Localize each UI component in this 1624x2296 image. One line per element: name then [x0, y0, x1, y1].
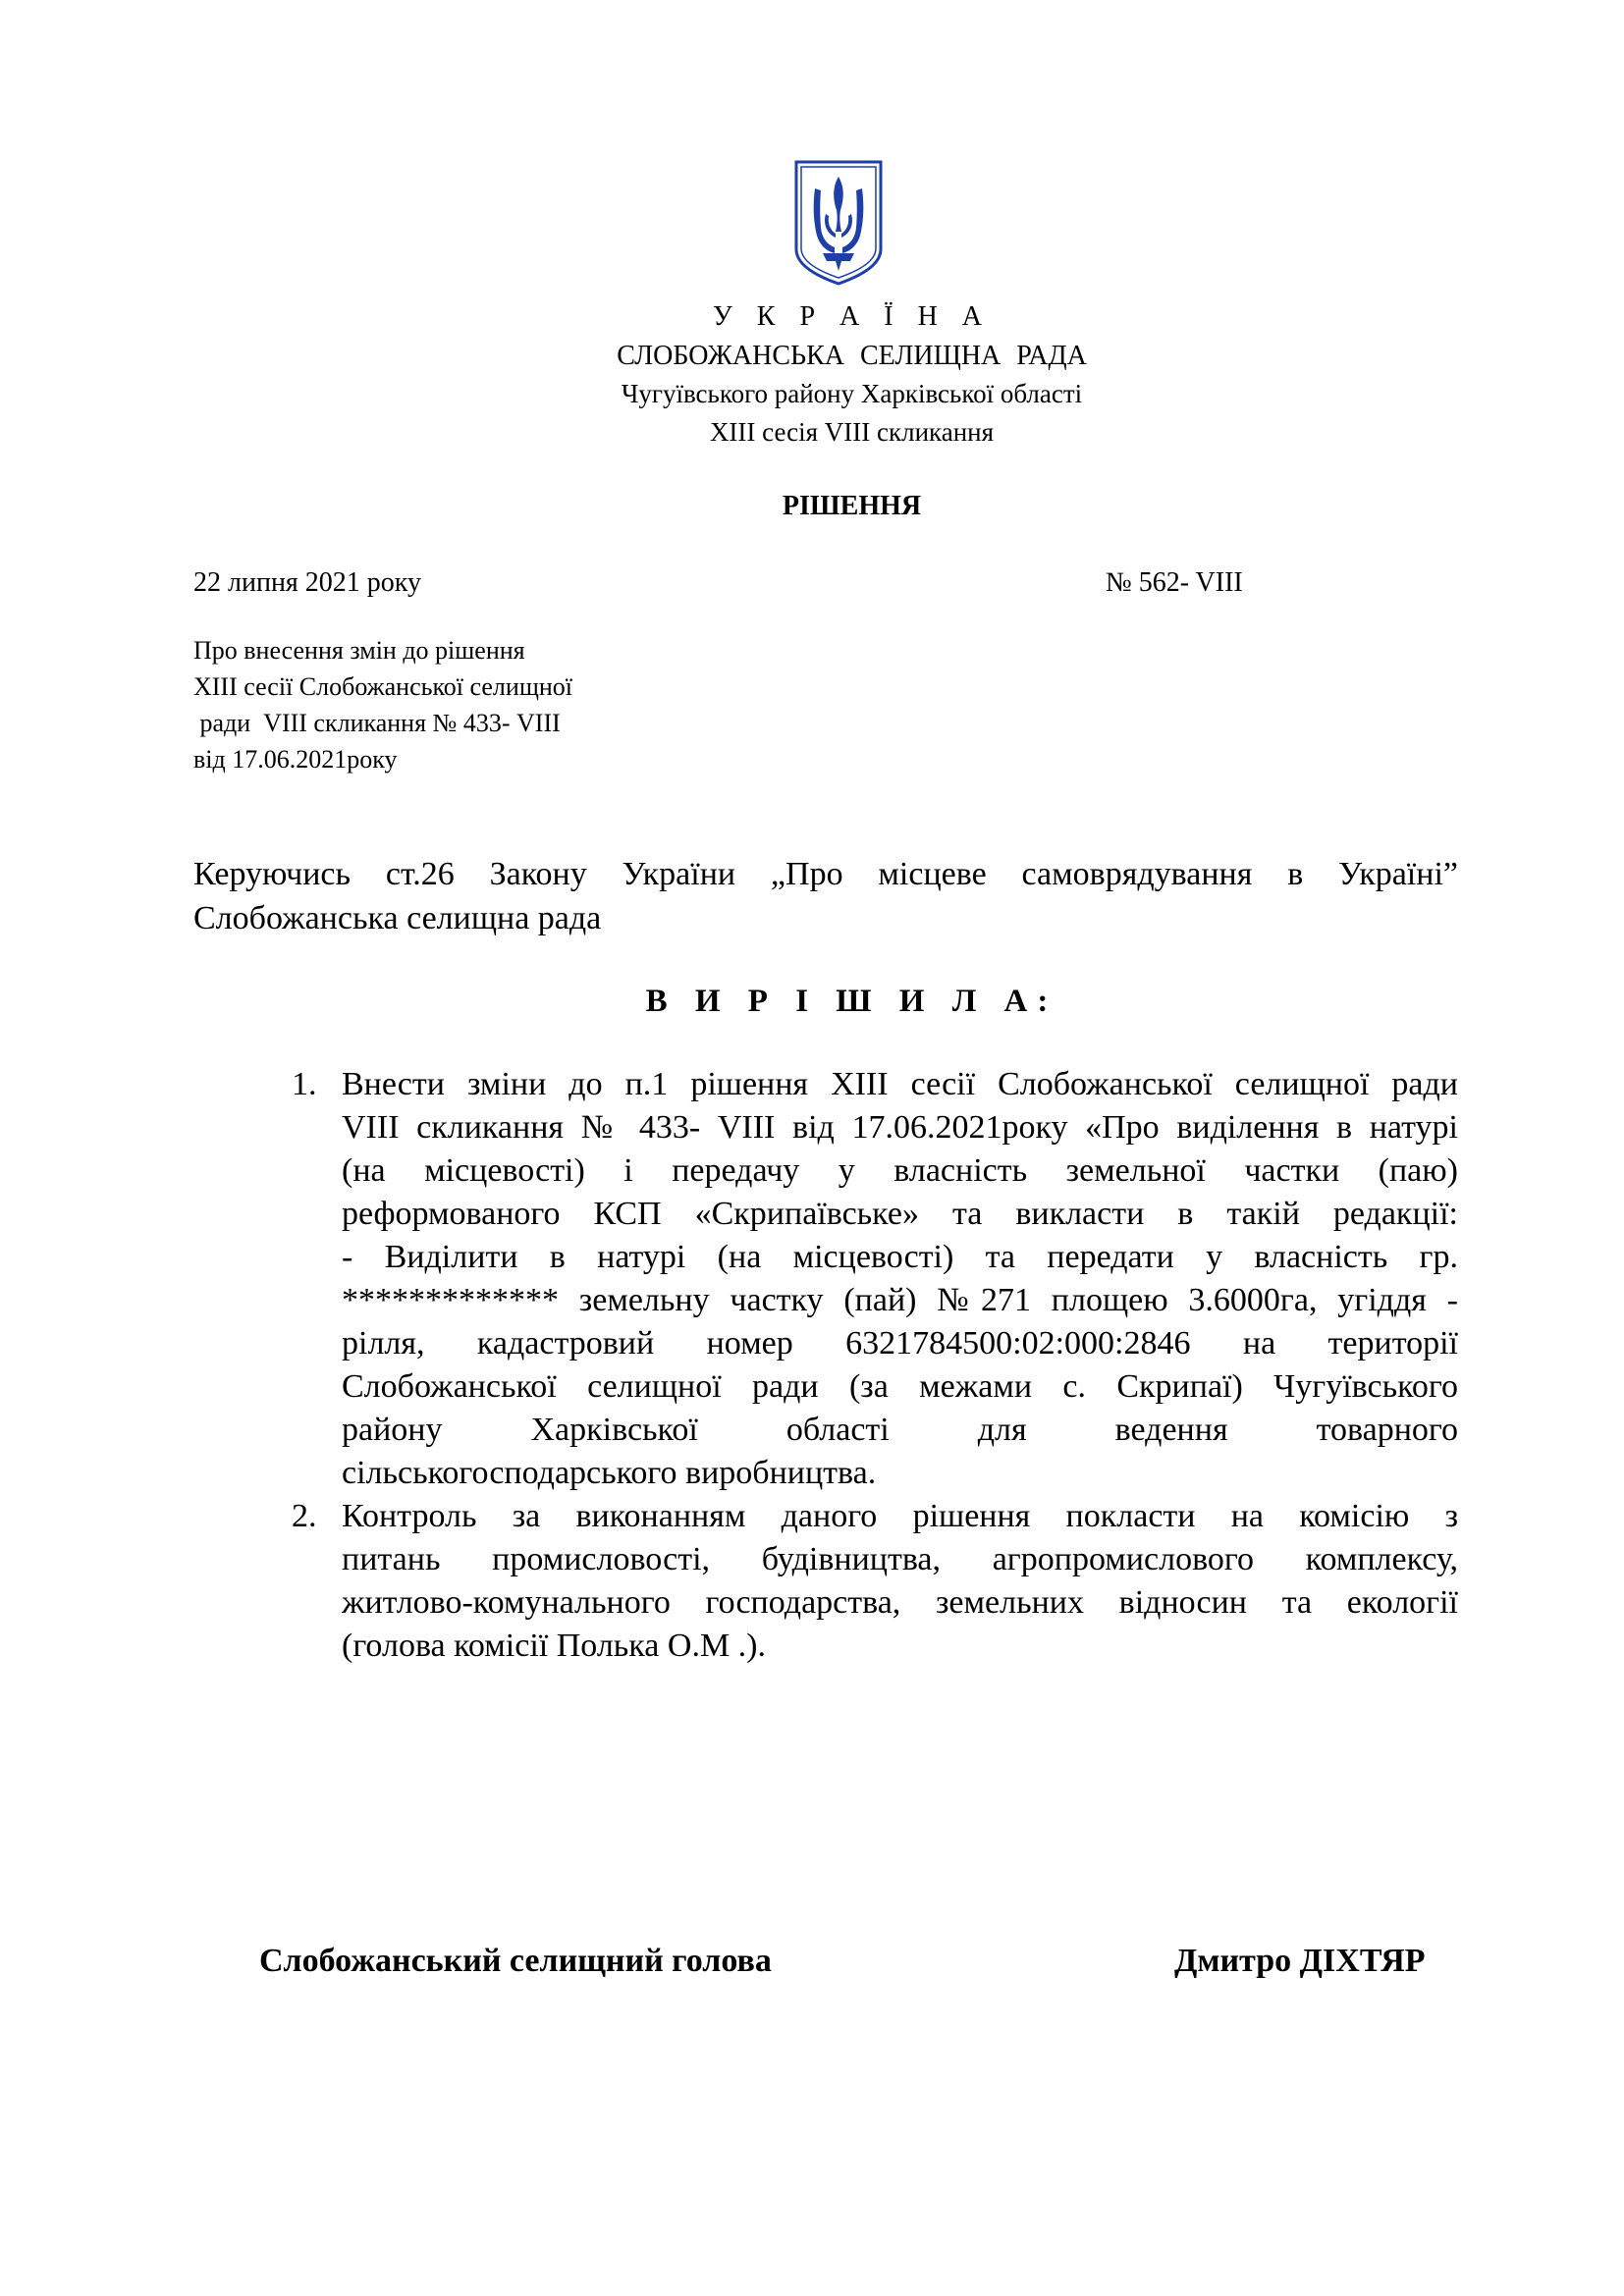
decision-title: РІШЕННЯ	[782, 491, 922, 521]
item-line: VIII скликання № 433- VIII від 17.06.2021року «Про виділення в натурі	[342, 1109, 1458, 1146]
item-line: району Харківської області для ведення товарного	[342, 1412, 1458, 1448]
council-heading: СЛОБОЖАНСЬКА СЕЛИЩНА РАДА	[617, 341, 1087, 371]
item-line: ************* земельну частку (пай) №271 площею 3.6000га, угіддя -	[342, 1282, 1458, 1318]
preamble-line: Слобожанська селищна рада	[193, 900, 602, 936]
decision-items	[292, 1063, 1458, 1668]
tryzub-coat-of-arms-icon	[793, 159, 884, 287]
country-heading: У К Р А Ї Н А	[712, 301, 992, 332]
item-line: сільськогосподарського виробництва.	[342, 1455, 877, 1491]
signature-name: Дмитро ДІХТЯР	[1174, 1943, 1426, 1979]
decision-item	[292, 1063, 1458, 1495]
item-line: Слобожанської селищної ради (за межами с. Скрипаї) Чугуївського	[342, 1368, 1458, 1405]
resolved-heading: В И Р І Ш И Л А:	[645, 984, 1058, 1019]
subject-line: Про внесення змін до рішення	[193, 636, 525, 665]
decision-date: 22 липня 2021 року	[193, 567, 422, 598]
item-line: - Виділити в натурі (на місцевості) та передати у власність гр.	[342, 1239, 1458, 1275]
decision-subject	[193, 632, 572, 777]
decision-item	[292, 1495, 1458, 1668]
signature-title: Слобожанський селищний голова	[259, 1943, 772, 1979]
subject-line: XIII сесії Слобожанської селищної	[193, 672, 572, 701]
subject-line: від 17.06.2021року	[193, 745, 398, 774]
district-heading: Чугуївського району Харківської області	[621, 379, 1083, 408]
session-heading: XIII сесія VIII скликання	[709, 417, 995, 447]
item-line: житлово-комунального господарства, земельних відносин та екології	[342, 1584, 1458, 1621]
item-line: питань промисловості, будівництва, агропромислового комплексу,	[342, 1541, 1458, 1577]
item-line: Контроль за виконанням даного рішення покласти на комісію з	[342, 1498, 1458, 1534]
subject-line: ради VIII скликання № 433- VIII	[193, 709, 561, 737]
preamble-line: Керуючись ст.26 Закону України „Про місцеве самоврядування в Україні”	[193, 856, 1458, 892]
item-number: 2.	[292, 1498, 317, 1534]
item-number: 1.	[292, 1066, 317, 1102]
item-line: реформованого КСП «Скрипаївське» та викласти в такій редакції:	[342, 1196, 1458, 1232]
item-line: Внести зміни до п.1 рішення XIII сесії Слобожанської селищної ради	[342, 1066, 1458, 1102]
item-line: (голова комісії Полька О.М .).	[342, 1628, 767, 1664]
decision-number: № 562- VIII	[1106, 567, 1243, 598]
item-line: рілля, кадастровий номер 6321784500:02:000:2846 на території	[342, 1325, 1458, 1362]
item-line: (на місцевості) і передачу у власність земельної частки (паю)	[342, 1152, 1458, 1189]
preamble	[193, 852, 1458, 940]
